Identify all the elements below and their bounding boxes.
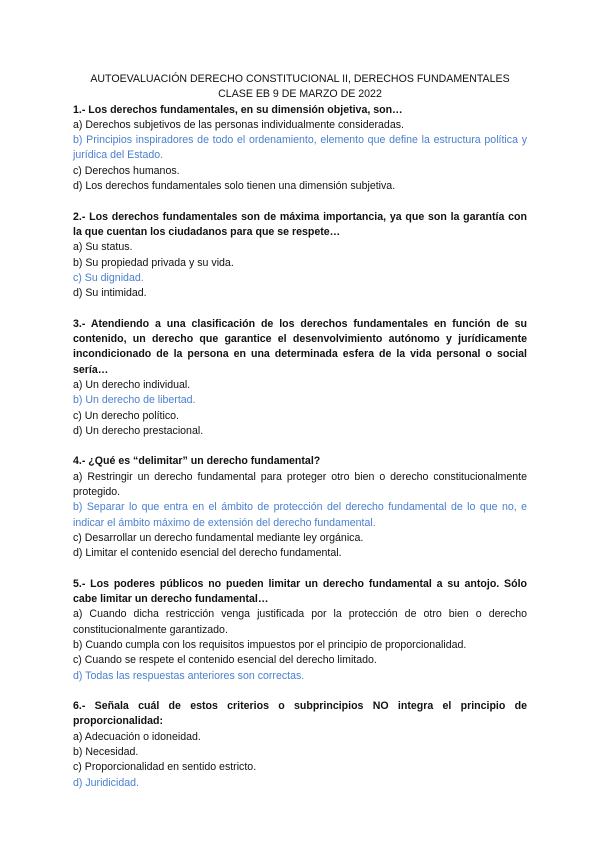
- option-b: b) Su propiedad privada y su vida.: [73, 256, 234, 269]
- option-c: c) Derechos humanos.: [73, 164, 180, 177]
- option-d: d) Los derechos fundamentales solo tienen una dimensión subjetiva.: [73, 180, 396, 193]
- question-5: [73, 577, 527, 684]
- question-text: 6.- Señala cuál de estos criterios o subprincipios NO integra el principio de proporcionalidad:: [73, 700, 527, 728]
- option-a: a) Derechos subjetivos de las personas individualmente consideradas.: [73, 118, 404, 131]
- question-6: [73, 699, 527, 791]
- option-b: b) Necesidad.: [73, 746, 139, 759]
- option-d: d) Limitar el contenido esencial del derecho fundamental.: [73, 547, 342, 560]
- question-text: 3.- Atendiendo a una clasificación de los derechos fundamentales en función de su contenido, un derecho que garantice el desenvolvimiento autónomo y jurídicamente incondicionado de la persona en una determinada esfera de la vida personal o social sería…: [73, 317, 527, 376]
- option-c: c) Proporcionalidad en sentido estricto.: [73, 761, 257, 774]
- option-c-correct: c) Su dignidad.: [73, 271, 144, 284]
- option-a: a) Adecuación o idoneidad.: [73, 730, 201, 743]
- option-a: a) Cuando dicha restricción venga justificada por la protección de otro bien o derecho constitucionalmente garantizado.: [73, 608, 527, 636]
- option-b-correct: b) Principios inspiradores de todo el ordenamiento, elemento que define la estructura política y jurídica del Estado.: [73, 134, 527, 162]
- question-2: [73, 210, 527, 302]
- question-text: 5.- Los poderes públicos no pueden limitar un derecho fundamental a su antojo. Sólo cabe limitar un derecho fundamental…: [73, 577, 527, 606]
- option-d: d) Un derecho prestacional.: [73, 424, 204, 437]
- question-text: 4.- ¿Qué es “delimitar” un derecho fundamental?: [73, 455, 321, 468]
- question-1: [73, 103, 527, 195]
- option-d-correct: d) Todas las respuestas anteriores son correctas.: [73, 669, 305, 682]
- option-b-correct: b) Un derecho de libertad.: [73, 394, 196, 407]
- option-d-correct: d) Juridicidad.: [73, 776, 139, 789]
- option-b-correct: b) Separar lo que entra en el ámbito de protección del derecho fundamental de lo que no, e indicar el ámbito máximo de extensión del derecho fundamental.: [73, 501, 527, 529]
- document-subtitle: CLASE EB 9 DE MARZO DE 2022: [218, 88, 382, 101]
- option-a: a) Un derecho individual.: [73, 378, 191, 391]
- option-b: b) Cuando cumpla con los requisitos impuestos por el principio de proporcionalidad.: [73, 638, 467, 651]
- option-a: a) Restringir un derecho fundamental para proteger otro bien o derecho constitucionalmente protegido.: [73, 470, 527, 499]
- option-c: c) Desarrollar un derecho fundamental mediante ley orgánica.: [73, 531, 364, 544]
- option-d: d) Su intimidad.: [73, 287, 147, 300]
- question-3: [73, 317, 527, 439]
- option-c: c) Cuando se respete el contenido esencial del derecho limitado.: [73, 654, 377, 667]
- option-c: c) Un derecho político.: [73, 409, 179, 422]
- document-title: AUTOEVALUACIÓN DERECHO CONSTITUCIONAL II, DERECHOS FUNDAMENTALES: [90, 73, 510, 85]
- option-a: a) Su status.: [73, 241, 133, 254]
- question-4: [73, 454, 527, 561]
- question-text: 1.- Los derechos fundamentales, en su dimensión objetiva, son…: [73, 103, 403, 116]
- question-text: 2.- Los derechos fundamentales son de máxima importancia, ya que son la garantía con la que cuentan los ciudadanos para que se respete…: [73, 210, 527, 238]
